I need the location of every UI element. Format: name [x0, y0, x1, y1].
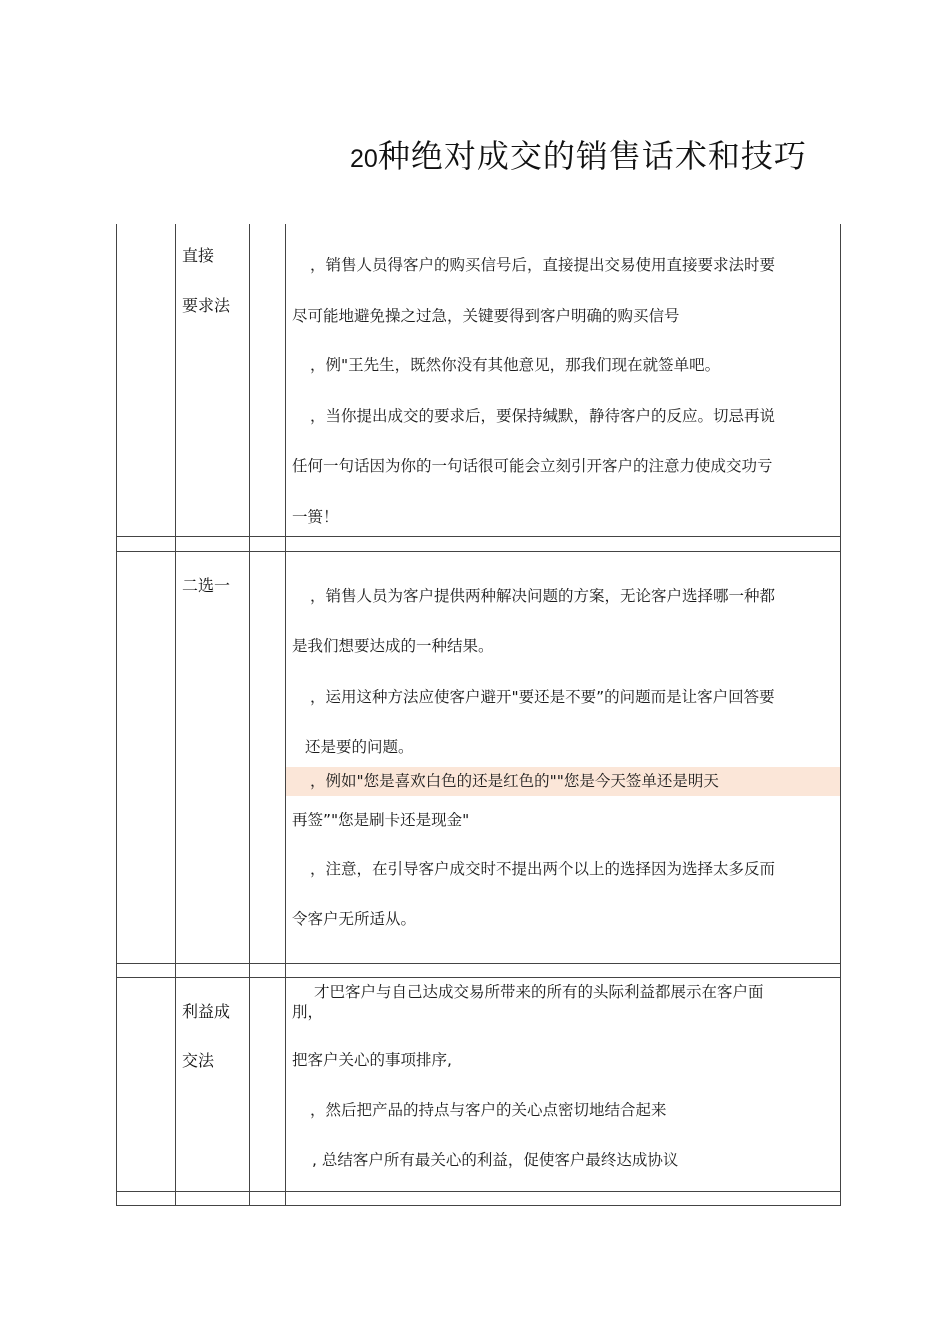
technique-text-line: 一篑！ [292, 508, 339, 526]
table-border-right [840, 224, 841, 1206]
technique-text-line: 再签”"您是刷卡还是现金" [292, 811, 470, 829]
table-border-left [116, 224, 117, 1206]
table-row-divider [116, 551, 840, 552]
table-row-divider [116, 536, 840, 537]
technique-text-line: 才巴客户与自己达成交易所带来的所有的头际利益都展示在客户面 [314, 983, 764, 1001]
technique-text-line: ，运用这种方法应使客户避开"要还是不要”的问题而是让客户回答要 [310, 688, 775, 706]
page-title [350, 131, 870, 177]
technique-text-line: ，当你提出成交的要求后，要保持缄默，静待客户的反应。切忌再说 [310, 407, 776, 425]
technique-label: 要求法 [182, 296, 231, 315]
technique-text-line: , 总结客户所有最关心的利益，促使客户最终达成协议 [312, 1151, 679, 1169]
technique-text-line: 尽可能地避免操之过急，关键要得到客户明确的购买信号 [292, 307, 680, 325]
technique-text-line: 任何一句话因为你的一句话很可能会立刻引开客户的注意力使成交功亏 [292, 457, 773, 475]
technique-label: 直接 [182, 246, 215, 265]
table-divider-3 [285, 224, 286, 1206]
table-border-bottom [116, 1205, 840, 1206]
technique-text-line: ，注意，在引导客户成交时不提出两个以上的选择因为选择太多反而 [310, 860, 776, 878]
table-row-divider [116, 963, 840, 964]
technique-label: 二选一 [182, 576, 231, 595]
technique-text-line: ，例如"您是喜欢白色的还是红色的""您是今天签单还是明天 [310, 772, 719, 790]
technique-text-line: 是我们想要达成的一种结果。 [292, 637, 494, 655]
title-text: 种绝对成交的销售话术和技巧 [377, 137, 807, 175]
technique-text-line: ，例"王先生，既然你没有其他意见，那我们现在就签单吧。 [310, 356, 721, 374]
title-number: 20 [350, 145, 378, 173]
technique-text-line: ，销售人员得客户的购买信号后，直接提出交易使用直接要求法时要 [310, 256, 776, 274]
technique-text-line: ，销售人员为客户提供两种解决问题的方案，无论客户选择哪一种都 [310, 587, 776, 605]
technique-label: 利益成 [182, 1002, 231, 1021]
table-divider-2 [249, 224, 250, 1206]
technique-text-line: 还是要的问题。 [305, 738, 414, 756]
technique-text-line: 刖， [292, 1003, 324, 1021]
technique-text-line: 令客户无所适从。 [292, 910, 417, 928]
technique-text-line: 把客户关心的事项排序, [292, 1051, 452, 1069]
technique-text-line: ，然后把产品的持点与客户的关心点密切地结合起来 [310, 1101, 667, 1119]
table-divider-1 [175, 224, 176, 1206]
table-row-divider [116, 1191, 840, 1192]
technique-label: 交法 [182, 1051, 215, 1070]
table-row-divider [116, 977, 840, 978]
